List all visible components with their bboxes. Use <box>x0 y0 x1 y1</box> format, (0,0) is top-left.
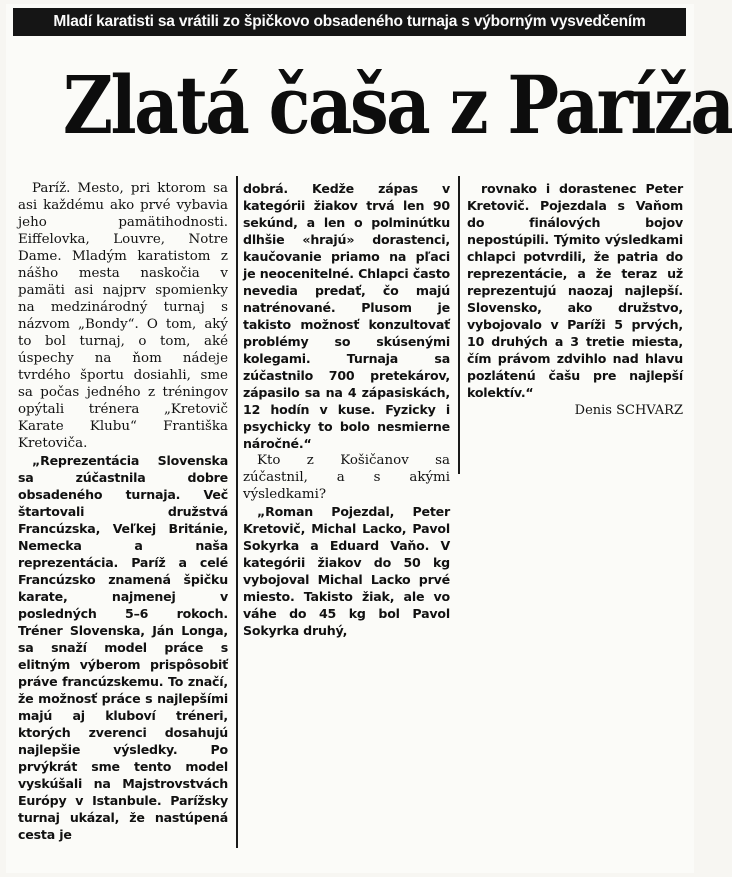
kicker-banner: Mladí karatisti sa vrátili zo špičkovo obsadeného turnaja s výborným vysvedčením <box>13 8 686 36</box>
column-rule-right <box>458 176 460 474</box>
author-signature: Denis SCHVARZ <box>574 403 683 418</box>
article-column-1 <box>18 180 228 843</box>
article-column-3 <box>467 180 683 419</box>
article-paragraph: Paríž. Mesto, pri ktorom sa asi každému ako prvé vybavia jeho pamätihodnosti. Eiffelovka, Louvre, Notre Dame. Mladým karatistom z nášho mesta naskočia v pamäti asi najprv spomienky na medzinárodný turnaj s názvom „Bondy“. O tom, aký to bol turnaj, o tom, aké úspechy na ňom nádeje tvrdého športu dosiahli, sme sa počas jedného z tréningov opýtali trénera „Kretovič Karate Klubu“ Františka Kretoviča. <box>18 181 228 451</box>
article-quote-paragraph: rovnako i dorastenec Peter Kretovič. Pojezdala s Vaňom do finálových bojov nepostúpili. Týmito výsledkami chlapci potvrdili, že patria do reprezentácie, a že teraz už reprezentujú naozaj najlepší. Slovensko, ako družstvo, vybojovalo v Paríži 5 prvých, 10 druhých a 3 tretie miesta, čím právom zdvihlo nad hlavu pozlátenú čašu pre najlepší kolektív.“ <box>467 181 683 400</box>
article-quote-paragraph: dobrá. Kedže zápas v kategórii žiakov trvá len 90 sekúnd, a len o polminútku dlhšie «hrajú» dorastenci, kaučovanie priamo na pľaci je neocenitelné. Chlapci často nevedia predať, čo majú natrénované. Plusom je takisto možnosť konzultovať problémy so skúsenými kolegami. Turnaja sa zúčastnilo 700 pretekárov, zápasilo sa na 4 zápasiskách, 12 hodín v kuse. Fyzicky i psychicky to bolo nesmierne náročné.“ <box>243 181 450 451</box>
article-column-2 <box>243 180 450 639</box>
article-quote-paragraph: „Reprezentácia Slovenska sa zúčastnila dobre obsadeného turnaja. Več štartovali družstvá Francúzska, Veľkej Británie, Nemecka a naša reprezentácia. Paríž a celé Francúzsko znamená špičku karate, najmenej v posledných 5–6 rokoch. Tréner Slovenska, Ján Longa, sa snaží model práce s elitným výberom prispôsobiť práve francúzskemu. To značí, že možnosť práce s najlepšími majú aj kluboví tréneri, ktorých zverenci dosahujú najlepšie výsledky. Po prvýkrát sme tento model vyskúšali na Majstrovstvách Európy v Istanbule. Parížsky turnaj ukázal, že nastúpená cesta je <box>18 453 228 842</box>
interview-question: Kto z Košičanov sa zúčastnil, a s akými výsledkami? <box>243 453 450 502</box>
headline: Zlatá čaša z Paríža <box>62 58 732 152</box>
column-rule-left <box>236 176 238 848</box>
article-quote-paragraph: „Roman Pojezdal, Peter Kretovič, Michal Lacko, Pavol Sokyrka a Eduard Vaňo. V kategórii žiakov do 50 kg vybojoval Michal Lacko prvé miesto. Takisto žiak, ale vo váhe do 45 kg bol Pavol Sokyrka druhý, <box>243 504 450 638</box>
